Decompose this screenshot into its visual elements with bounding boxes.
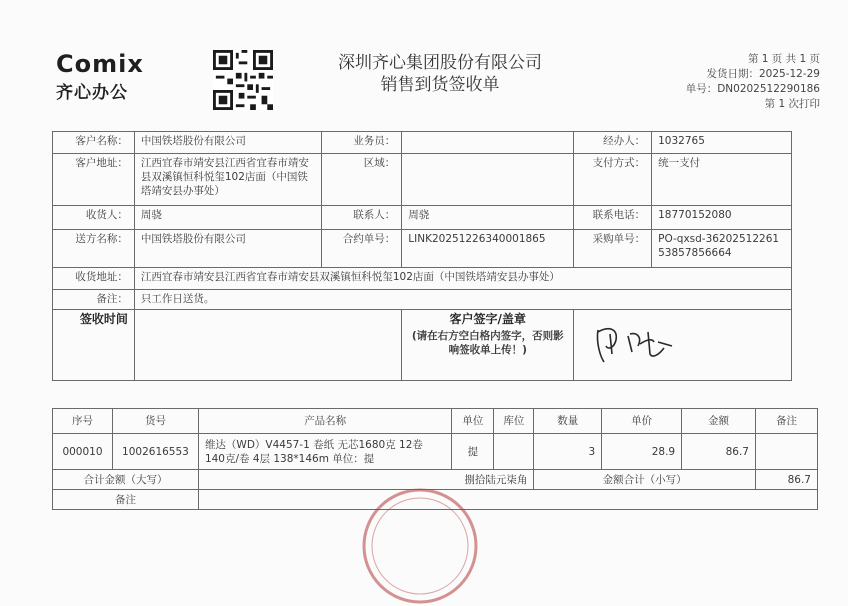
row-seq: 000010 <box>53 434 113 470</box>
row-sku: 1002616553 <box>112 434 198 470</box>
row-note <box>755 434 817 470</box>
handler-label: 经办人： <box>574 132 652 154</box>
recv-addr-label: 收货地址： <box>53 268 135 290</box>
table-row <box>53 434 818 470</box>
row-price: 28.9 <box>602 434 682 470</box>
col-note: 备注 <box>755 409 817 434</box>
row-qty: 3 <box>534 434 602 470</box>
print-count: 第 1 次打印 <box>764 98 820 110</box>
phone-value: 18770152080 <box>652 206 792 230</box>
address-label: 客户地址： <box>53 154 135 206</box>
row-location <box>494 434 534 470</box>
document-title <box>320 52 560 96</box>
recv-addr-value: 江西宜春市靖安县江西省宜春市靖安县双溪镇恒科悦玺102店面（中国铁塔靖安县办事处） <box>134 268 791 290</box>
total-cn-value: 捌拾陆元柒角 <box>198 470 533 490</box>
sign-label: 客户签字/盖章 <box>449 312 526 326</box>
items-header-row <box>53 409 818 434</box>
sign-note: (请在右方空白格内签字，否则影响签收单上传！) <box>411 330 564 356</box>
company-name: 深圳齐心集团股份有限公司 <box>338 53 542 73</box>
footer-remark-value <box>198 490 817 510</box>
footer-remark-label: 备注 <box>53 490 199 510</box>
row-unit: 提 <box>452 434 494 470</box>
col-qty: 数量 <box>534 409 602 434</box>
salesman-value <box>402 132 574 154</box>
col-seq: 序号 <box>53 409 113 434</box>
col-amount: 金额 <box>682 409 756 434</box>
ship-to-value: 中国铁塔股份有限公司 <box>134 230 322 268</box>
contract-value: LINK20251226340001865 <box>402 230 574 268</box>
row-name: 维达（WD）V4457-1 卷纸 无芯1680克 12卷 140克/卷 4层 138*146m 单位：提 <box>198 434 452 470</box>
phone-label: 联系电话： <box>574 206 652 230</box>
address-value: 江西宜春市靖安县江西省宜春市靖安县双溪镇恒科悦玺102店面（中国铁塔靖安县办事处） <box>134 154 322 206</box>
handler-value: 1032765 <box>652 132 792 154</box>
page-indicator: 第 1 页 共 1 页 <box>747 53 820 65</box>
col-unit: 单位 <box>452 409 494 434</box>
contact-label: 联系人： <box>322 206 402 230</box>
region-value <box>402 154 574 206</box>
col-name: 产品名称 <box>198 409 452 434</box>
contract-label: 合约单号： <box>322 230 402 268</box>
total-cn-label: 合计金额（大写） <box>53 470 199 490</box>
remark-label: 备注： <box>53 290 135 310</box>
doc-title: 销售到货签收单 <box>380 75 500 95</box>
payment-value: 统一支付 <box>652 154 792 206</box>
receiver-value: 周骁 <box>134 206 322 230</box>
region-label: 区域： <box>322 154 402 206</box>
sign-time-label: 签收时间 <box>53 310 135 381</box>
payment-label: 支付方式： <box>574 154 652 206</box>
receiver-label: 收货人： <box>53 206 135 230</box>
purchase-value: PO-qxsd-3620251226153857856664 <box>652 230 792 268</box>
doc-number: 单号：DN0202512290186 <box>685 83 820 95</box>
handwritten-signature-icon <box>580 312 700 374</box>
total-num-value: 86.7 <box>755 470 817 490</box>
customer-value: 中国铁塔股份有限公司 <box>134 132 322 154</box>
sign-time-box <box>134 310 401 381</box>
total-num-label: 金额合计（小写） <box>534 470 756 490</box>
signature-box <box>574 310 792 381</box>
customer-label: 客户名称： <box>53 132 135 154</box>
salesman-label: 业务员： <box>322 132 402 154</box>
company-seal-icon <box>360 486 480 606</box>
logo-text-cn: 齐心办公 <box>56 83 128 103</box>
sign-instructions <box>402 310 574 381</box>
ship-date: 发货日期：2025-12-29 <box>706 68 820 80</box>
document-meta <box>686 52 820 112</box>
company-logo <box>56 52 144 103</box>
purchase-label: 采购单号： <box>574 230 652 268</box>
row-amount: 86.7 <box>682 434 756 470</box>
qr-code-icon <box>213 50 273 110</box>
col-price: 单价 <box>602 409 682 434</box>
delivery-info-table <box>52 131 792 381</box>
col-sku: 货号 <box>112 409 198 434</box>
ship-to-label: 送方名称： <box>53 230 135 268</box>
logo-text-en: Comix <box>56 50 144 78</box>
contact-value: 周骁 <box>402 206 574 230</box>
col-location: 库位 <box>494 409 534 434</box>
remark-value: 只工作日送货。 <box>134 290 791 310</box>
